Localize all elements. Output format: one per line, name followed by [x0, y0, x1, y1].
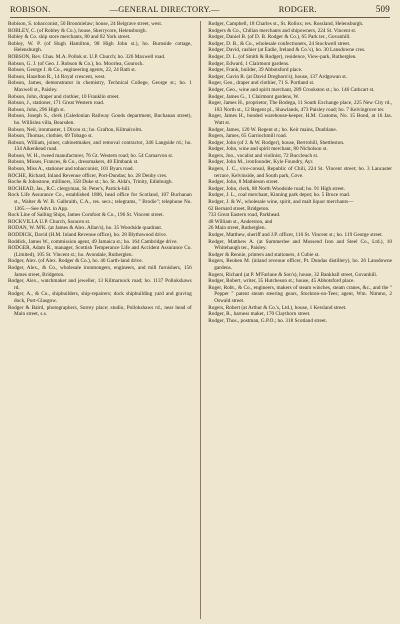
directory-entry: Rodger, John, 8 Mathieson street.: [208, 179, 279, 186]
directory-entry: Rodger, John M., ironfounder, Kyle Foundry, Ayr.: [208, 159, 314, 166]
header-right: RODGER.: [278, 5, 317, 14]
directory-entry: Rogers, Richard (at P. M'Farlane & Son's), house, 32 Bankhall street, Govanhill.: [208, 271, 378, 278]
directory-entry: Rodger, Campbell, 18 Charles st., St. Rollox; res. Rossland, Helensburgh.: [208, 21, 364, 27]
directory-entry: Roddick, James W., commission agent, 49 Jamaica st.; ho. 164 Cambridge drive.: [8, 238, 178, 245]
directory-entry: Rogers, Jno., vocalist and violinist, 72 Buccleuch st.: [208, 152, 319, 159]
directory-entry: RODAN, W. M'K. (at James & Alex. Allan's), ho. 35 Woodside quadrant.: [8, 225, 163, 232]
running-header: [10, 4, 390, 18]
directory-entry: Robson, Joseph S., clerk (Caledonian Railway Goods department, Buchanan street), ho. Willislea villa, Bearsden.: [8, 113, 192, 126]
directory-entry: Roger, Robt., & Co., engineers, makers of steam winches, steam cranes, &c., and the " Pepper " patent steam steering gears, Stockton-on-Tees; agent, Wm. Nimmo, 2 Oswald street.: [208, 284, 392, 304]
directory-entry: Rodger, Thos., postman, G.P.O.; ho. 318 Scotland street.: [208, 317, 327, 324]
directory-entry: Robson, Hazelton R., 14 Royal crescent, west.: [8, 73, 106, 80]
directory-entry: Rodger, Edward, 1 Clairmont gardens.: [208, 60, 290, 67]
directory-entry: Robson, W. H., tweed manufacturer, 76 Gt. Western road; ho. 54 Carnarvon st.: [8, 152, 174, 159]
header-left: ROBISON.: [10, 5, 51, 14]
directory-entry: Robley, W. P. (of Hugh Hamilton, 98 High John st.), ho. Burnside cottage, Helensburgh.: [8, 40, 192, 54]
directory-entry: Roger, James H., bonded warehouse-keeper, H.M. Customs, No. 15 Bond, at 16 Jas. Watt st.: [208, 113, 392, 126]
directory-entry: Rodger, J. L., coal merchant, Kinning park depot; ho. 5 Bruce road.: [208, 192, 351, 199]
directory-entry: Rodger, Alex. (of Alex. Rodger & Co.), ho. 46 Garth-land drive.: [8, 258, 143, 265]
directory-entry: 26 Main street, Rutherglen.: [208, 225, 266, 232]
directory-entry: Rodger, Matthew A. (at Summerlee and Mossend Iron and Steel Co., Ltd.), 10 Whitehaugh ter., Paisley.: [208, 238, 392, 252]
directory-entry: Robison, S. tobacconist, 50 Broomielaw; house, 24 Belgrave street, west.: [8, 21, 163, 27]
directory-entry: Rodger & Baird, photographers, Surrey place; studio, Pollokshaws rd., near head of Main street, s.s.: [8, 304, 192, 318]
directory-entry: Rodger, D. L. (of Smith & Rodger), residence, View-park, Rutherglen.: [208, 53, 357, 60]
directory-entry: Rodger, John (of J. & W. Rodger), house, Bertrohill, Shettleston.: [208, 139, 345, 146]
directory-entry: Robley & Co. ship store merchants, 80 and 82 York street.: [8, 34, 131, 41]
directory-entry: ROCHEAD, Jas., R.C. clergyman, St. Peter's, Partick-hill.: [8, 185, 131, 192]
directory-entry: Roger, Geo., draper and clothier, 71 S. Portland st.: [208, 80, 315, 87]
directory-entry: Rodger, D. B., & Co., wholesale confectioners, 24 Stockwell street.: [208, 40, 351, 47]
directory-entry: Rodger, R., harness maker, 170 Claythorn street.: [208, 311, 311, 318]
directory-entry: Rodger, John, clerk, 88 North Woodside road; ho. 91 High street.: [208, 185, 346, 192]
directory-entry: Roche & Johnstone, milliners, 358 Duke st.; ho. St. Alda's, Trinity, Edinburgh.: [8, 179, 173, 186]
directory-entry: ROCKVILLA U.P. Church, Saracen st.: [8, 218, 91, 225]
directory-entry: Robson, John, draper and clothier, 10 Franklin street.: [8, 93, 120, 100]
directory-entry: Robson, John, 296 High st.: [8, 106, 66, 113]
directory-entry: Rodger, James G., 1 Clairmont gardens, W.: [208, 93, 300, 100]
directory-entry: Robson, G. J. (of Geo. J. Robson & Co.), ho. Moorlea, Gourock.: [8, 60, 144, 67]
directory-entry: Roger, James H., proprietor, The Bodega, 11 South Exchange place, 225 New City rd., 183 North st., 12 Regent pl., Shawlands, 473 Paisley road; ho. 7 Kelvingrove ter.: [208, 100, 392, 113]
directory-entry: Robson, Thomas, clothier, 69 Tobago st.: [8, 133, 93, 140]
directory-entry: Rogers, Robert (at Arthur & Co.'s, Ltd.), house, 1 Kersland street.: [208, 304, 347, 311]
directory-entry: Rodger, Matthew, sheriff and J.P. officer, 116 St. Vincent st.; ho. 119 George street.: [208, 232, 383, 238]
directory-entry: ROBSON, Rev. Chas. M.A. Pollok st. U.P. Church; ho. 326 Maxwell road.: [8, 53, 166, 60]
header-center: —GENERAL DIRECTORY.—: [109, 5, 220, 14]
directory-entry: Rodger, Frank, builder, 39 Abbotsford place.: [208, 67, 303, 74]
directory-entry: Robson, Misses, Frances, & Co., dressmakers, 40 Elmbank st.: [8, 159, 139, 166]
directory-entry: Rodger, John, wine and spirit merchant, 80 Nicholson st.: [208, 146, 328, 153]
directory-entry: Rodger, Daniel B. (of D. B. Rodger & Co.), 65 Park ter., Govanhill.: [208, 34, 351, 41]
page-number: 509: [375, 4, 390, 14]
directory-entry: Rodgers & Co., Chilian merchants and shipowners, 224 St. Vincent st.: [208, 27, 357, 34]
directory-entry: Rogers, Reuben M. (inland revenue officer, Pt. Dundas distillery), ho. 26 Lansdowne gardens.: [208, 258, 392, 271]
directory-entry: Rodger & Rennie, printers and stationers, 4 Cubie st.: [208, 251, 320, 258]
directory-entry: 48 William st., Anderston, and: [208, 218, 273, 225]
directory-entry: Robson, William, joiner, cabinetmaker, and removal contractor, 346 Langside rd.; ho. 134 Aikenhead road.: [8, 139, 192, 153]
directory-entry: Rodger, Geo., wine and spirit merchant, 289 Crookston st.; ho. 146 Cathcart st.: [208, 86, 375, 93]
directory-entry: Robson, Miss A., stationer and tobacconist, 101 Byars road.: [8, 166, 134, 173]
directory-entry: Rodger, Alex., & Co., wholesale ironmongers, engineers, and mill furnishers, 156 James street, Bridgeton.: [8, 264, 192, 278]
directory-entry: 733 Great Eastern road, Parkhead.: [208, 212, 281, 219]
directory-entry: Rodger, David, cashier (at Eadie, Ireland & Co.'s), ho. 30 Lansdowne cres.: [208, 47, 366, 54]
directory-entry: RODDICK, David (H.M. Inland Revenue office), ho. 28 Blythswood drive.: [8, 232, 167, 238]
directory-entry: Robson, James, demonstrator in chemistry, Technical College, George st.; ho. 1 Maxwell st., Paisley.: [8, 80, 192, 93]
column-divider: [200, 21, 201, 619]
directory-entry: Robson, Neil, ironmaster, 1 Dixon st.; ho. Grafton, Kilmalcolm.: [8, 126, 143, 133]
directory-entry: Rogers, J. C., vice-consul, Republic of Chili, 224 St. Vincent street; ho. 3 Lancaster terrace, Kelvinside, and South park, Cove.: [208, 166, 392, 179]
directory-entry: Rock Life Assurance Co., established 1806, head office for Scotland, 107 Buchanan st., Walter & W. B. Galbraith, C.A., res. secs.; telegrams, " Brodie"; telephone No. 1365.—See Advt. in App.: [8, 192, 192, 212]
left-column: [8, 21, 192, 619]
directory-entry: Rodger, Gavin R. (at David Dreghorn's), house, 137 Ardgowan st.: [208, 73, 347, 80]
directory-entry: Rogers, James, 65 Garriochmill road.: [208, 133, 287, 140]
directory-entry: ROCHE, Richard, Inland Revenue officer, Port-Dundas; ho. 28 Denby cres.: [8, 172, 168, 179]
directory-entry: Rodger, A., & Co., shipbuilders, ship-repairers; dock shipbuilding yard and graving dock, Port-Glasgow.: [8, 291, 192, 304]
directory-entry: Rodger, Alex., watchmaker and jeweller, 13 Kilmarnock road; ho. 1137 Pollokshaws rd.: [8, 278, 192, 291]
directory-entry: Rodger, James, 120 W. Regent st.; ho. Keir mains, Dunblane.: [208, 126, 337, 133]
directory-entry: Robson, J., stationer, 171 Great Western road.: [8, 100, 105, 107]
directory-entry: Robson, George J. & Co., engineering agents, 22, 24 Bath st.: [8, 67, 137, 74]
directory-entry: 62 Bernard street, Bridgeton.: [208, 205, 270, 212]
directory-entry: RODGER, Adam R., manager, Scottish Temperance Life and Accident Assurance Co. (Limited), 105 St. Vincent st.; ho. Avondale, Rutherglen.: [8, 245, 192, 258]
directory-entry: Rock Line of Sailing Ships, James Cornfoot & Co., 196 St. Vincent street.: [8, 212, 164, 219]
right-column: [208, 21, 392, 619]
directory-entry: Rodger, Robert, writer, 35 Hutcheson st.; house, 45 Abbotsford place.: [208, 278, 355, 285]
directory-entry: ROBLEY, C. (of Robley & Co.), house, Skerrycore, Helensburgh.: [8, 27, 147, 34]
directory-entry: Rodger, J. & W., wholesale wine, spirit, and malt liquor merchants—: [208, 199, 354, 206]
